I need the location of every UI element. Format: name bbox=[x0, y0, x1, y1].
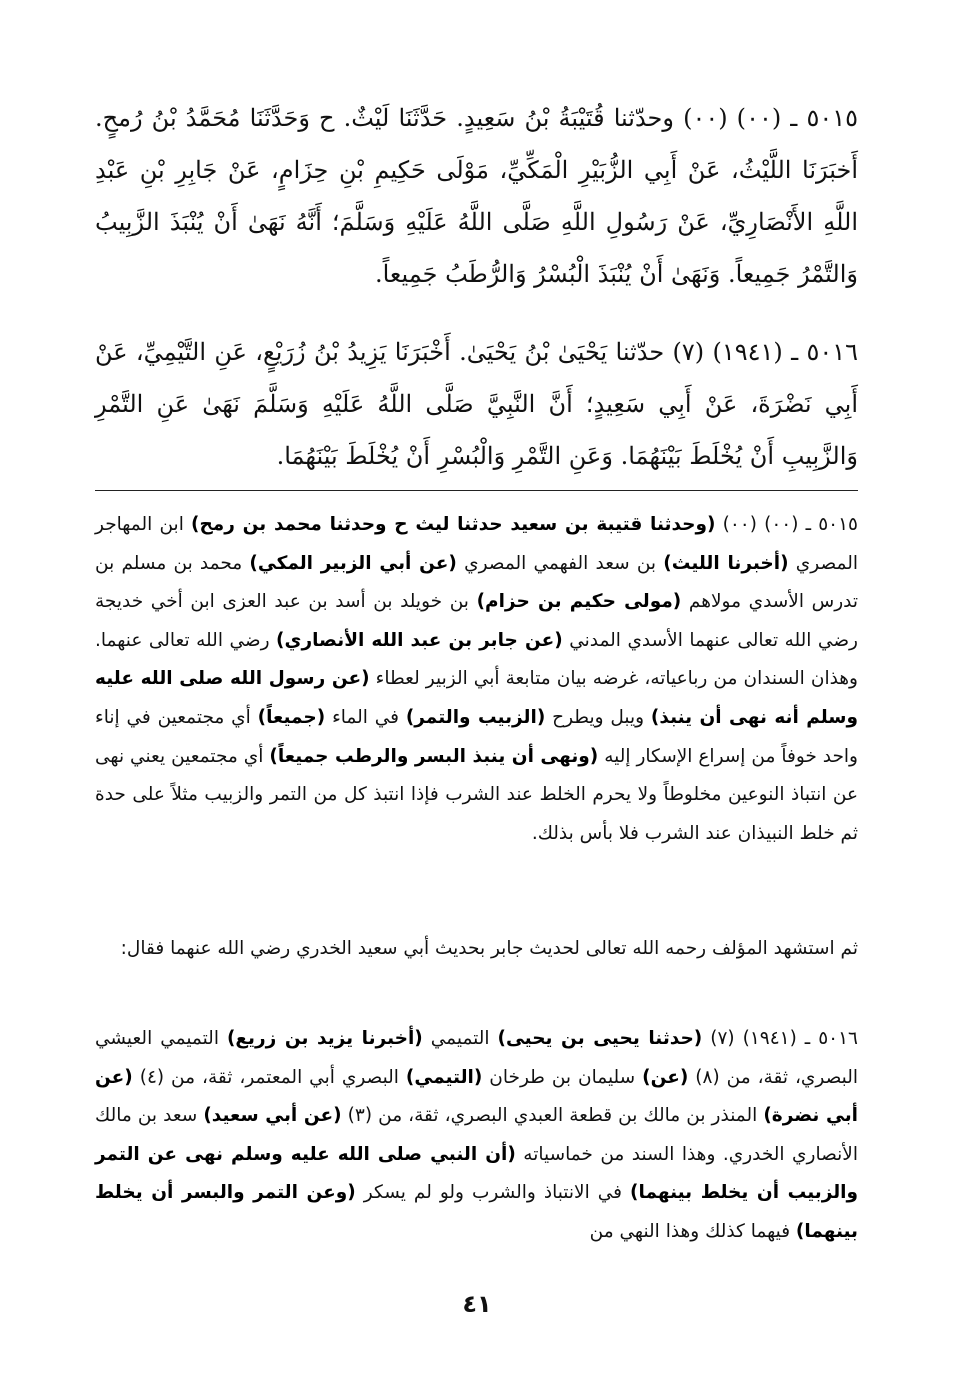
commentary-text: أي مجتمعين في إناء واحد خوفاً من إسراع الإسكار إليه bbox=[95, 706, 858, 767]
commentary-bold-quote: (أن النبي صلى الله عليه وسلم نهى عن التمر والزبيب أن يخلط بينهما) bbox=[95, 1143, 859, 1204]
commentary-text: في الانتباذ والشرب ولو لم يسكر bbox=[355, 1182, 631, 1204]
commentary-paragraph-5015 bbox=[95, 506, 858, 853]
commentary-text: في الماء bbox=[325, 706, 406, 728]
commentary-text: بن خويلد بن أسد بن عبد العزى ابن أخي خديجة رضي الله تعالى عنهما الأسدي المدني bbox=[95, 591, 858, 651]
commentary-text: التميمي bbox=[422, 1028, 498, 1049]
commentary-bold-quote: (عن أبي سعيد) bbox=[203, 1105, 342, 1127]
commentary-bold-quote: (جميعاً) bbox=[257, 706, 326, 728]
commentary-text: المنذر بن مالك بن قطعة العبدي البصري، ثقة، من (٣) bbox=[341, 1105, 764, 1127]
commentary-text: رضي الله تعالى عنهما. وهذان السندان من رباعياته، غرضه بيان متابعة أبي الزبير لعطاء bbox=[95, 629, 858, 690]
commentary-bold-quote: (عن أبي الزبير المكي) bbox=[249, 552, 457, 574]
hadith-5015: ٥٠١٥ ـ (٠٠) (٠٠) وحدّثنا قُتَيْبَةُ بْنُ سَعِيدٍ. حَدَّثَنَا لَيْثٌ. ح وَحَدَّثَنَا مُحَمَّدُ بْنُ رُمحٍ. أَخبَرَنَا اللَّيْثُ، عَنْ أَبِي الزُّبَيْرِ الْمَكِّيِّ، مَوْلَى حَكِيمِ بْنِ حِزَامٍ، عَنْ جَابِرِ بْنِ عَبْدِ اللَّهِ الأَنْصَارِيِّ، عَنْ رَسُولِ اللَّهِ صَلَّى اللَّهُ عَلَيْهِ وَسَلَّمَ؛ أَنَّهُ نَهَىٰ أَنْ يُنْبَذَ الزَّبِيبُ وَالتَّمْرُ جَمِيعاً. وَنَهَىٰ أَنْ يُنْبَذَ الْبُسْرُ وَالرُّطَبُ جَمِيعاً. bbox=[95, 104, 859, 288]
commentary-paragraph-5016 bbox=[95, 1020, 858, 1252]
commentary-bold-quote: (ونهى أن ينبذ البسر والرطب جميعاً) bbox=[269, 745, 599, 767]
commentary-text: محمد بن مسلم بن تدرس الأسدي مولاهم bbox=[95, 552, 858, 613]
commentary-text: ٥٠١٥ ـ (٠٠) (٠٠) bbox=[715, 514, 858, 535]
commentary-bold-quote: (التيمي) bbox=[405, 1066, 483, 1088]
commentary-bold-quote: (عن) bbox=[642, 1066, 689, 1088]
commentary-bold-quote: (عن رسول الله صلى الله عليه وسلم أنه نهى أن ينبذ) bbox=[95, 668, 859, 728]
commentary-text: ٥٠١٦ ـ (١٩٤١) (٧) bbox=[702, 1028, 858, 1049]
commentary-bold-quote: (وعن التمر والبسر أن يخلط بينهما) bbox=[95, 1182, 858, 1242]
commentary-transition: ثم استشهد المؤلف رحمه الله تعالى لحديث جابر بحديث أبي سعيد الخدري رضي الله عنهما فقال: bbox=[120, 938, 858, 959]
commentary-bold-quote: (أخبرنا يزيد بن زريع) bbox=[226, 1028, 423, 1049]
page-number: ٤١ bbox=[462, 1290, 492, 1318]
commentary-text: فيهما كذلك وهذا النهي من bbox=[589, 1220, 796, 1242]
commentary-bold-quote: (وحدثنا قتيبة بن سعيد حدثنا ليث ح وحدثنا محمد بن رمح) bbox=[191, 514, 716, 535]
hadith-5016: ٥٠١٦ ـ (١٩٤١) (٧) حدّثنا يَحْيَىٰ بْنُ يَحْيَىٰ. أَخْبَرَنَا يَزِيدُ بْنُ زُرَيْعٍ، عَنِ التَّيْمِيِّ، عَنْ أَبِي نَضْرَةَ، عَنْ أَبِي سَعِيدٍ؛ أَنَّ النَّبِيَّ صَلَّى اللَّهُ عَلَيْهِ وَسَلَّمَ نَهَىٰ عَنِ التَّمْرِ وَالزَّبِيبِ أَنْ يُخْلَطَ بَيْنَهُمَا. وَعَنِ التَّمْرِ وَالْبُسْرِ أَنْ يُخْلَطَ بَيْنَهُمَا. bbox=[95, 338, 859, 470]
commentary-bold-quote: (عن جابر بن عبد الله الأنصاري) bbox=[276, 629, 563, 651]
commentary-text: ويبل ويطرح bbox=[545, 706, 651, 728]
commentary-bold-quote: (عن أبي نضرة) bbox=[95, 1066, 858, 1127]
commentary-text: سليمان بن طرخان bbox=[482, 1066, 643, 1088]
commentary-bold-quote: (أخبرنا الليث) bbox=[663, 552, 789, 574]
commentary-bold-quote: (مولى حكيم بن حزام) bbox=[476, 591, 682, 613]
commentary-text: ابن المهاجر المصري bbox=[95, 514, 858, 574]
commentary-text: سعد بن مالك الأنصاري الخدري. وهذا السند من خماسياته bbox=[95, 1105, 858, 1165]
commentary-text: أي مجتمعين يعني نهى عن انتباذ النوعين مخلوطاً ولا يحرم الخلط عند الشرب فإذا انتبذ كل من التمر والزبيب مثلاً على حدة ثم خلط النبيذان عند الشرب فلا بأس بذلك. bbox=[95, 745, 858, 844]
commentary-bold-quote: (حدثنا يحيى بن يحيى) bbox=[497, 1028, 703, 1049]
commentary-text: البصري أبي المعتمر، ثقة، من (٤) bbox=[132, 1066, 406, 1088]
footnote-divider bbox=[95, 490, 858, 491]
commentary-bold-quote: (الزبيب والتمر) bbox=[405, 706, 546, 728]
commentary-text: التميمي العيشي البصري، ثقة، من (٨) bbox=[95, 1028, 858, 1088]
commentary-text: بن سعد الفهمي المصري bbox=[456, 552, 664, 574]
